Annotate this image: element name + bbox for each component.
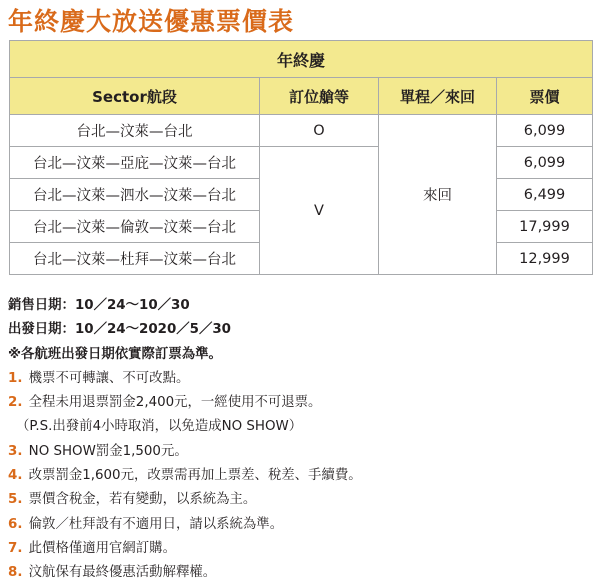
route-cell: 台北—汶萊—亞庇—汶萊—台北 [10, 147, 260, 179]
note-number: 7. [8, 540, 23, 556]
price-cell: 17,999 [497, 211, 593, 243]
note-text: 改票罰金1,600元，改票需再加上票差、稅差、手續費。 [28, 468, 362, 484]
price-cell: 6,099 [497, 115, 593, 147]
notes-section [8, 294, 593, 586]
note-text: NO SHOW罰金1,500元。 [28, 443, 188, 459]
booking-class-cell: O [260, 115, 379, 147]
note-ps: （P.S.出發前4小時取消，以免造成NO SHOW） [16, 419, 303, 435]
note-item [8, 391, 593, 415]
table-row [10, 115, 593, 147]
booking-class-cell: V [260, 147, 379, 275]
note-item [8, 440, 593, 464]
header-fare: 票價 [497, 78, 593, 115]
note-number: 1. [8, 370, 23, 386]
price-cell: 6,499 [497, 179, 593, 211]
note-item [8, 464, 593, 488]
note-text: 汶航保有最終優惠活動解釋權。 [28, 565, 217, 581]
route-cell: 台北—汶萊—倫敦—汶萊—台北 [10, 211, 260, 243]
note-number: 8. [8, 565, 23, 581]
note-number: 2. [8, 395, 23, 411]
table-caption-row [10, 41, 593, 78]
route-cell: 台北—汶萊—台北 [10, 115, 260, 147]
header-booking-class: 訂位艙等 [260, 78, 379, 115]
note-number: 3. [8, 443, 23, 459]
note-item [8, 513, 593, 537]
note-text: 倫敦／杜拜設有不適用日，請以系統為準。 [28, 516, 284, 532]
table-header-row [10, 78, 593, 115]
route-cell: 台北—汶萊—泗水—汶萊—台北 [10, 179, 260, 211]
note-item [8, 367, 593, 391]
table-caption: 年終慶 [10, 41, 593, 78]
disclaimer: ※各航班出發日期依實際訂票為準。 [8, 346, 222, 362]
note-number: 4. [8, 468, 23, 484]
note-item [8, 537, 593, 561]
page-title: 年終慶大放送優惠票價表 [8, 7, 295, 36]
trip-type-cell: 來回 [379, 115, 497, 275]
price-cell: 12,999 [497, 243, 593, 275]
header-trip-type: 單程／來回 [379, 78, 497, 115]
table-row [10, 147, 593, 179]
note-text: 票價含稅金，若有變動，以系統為主。 [28, 492, 257, 508]
note-text: 全程未用退票罰金2,400元，一經使用不可退票。 [28, 395, 322, 411]
note-item [8, 488, 593, 512]
price-cell: 6,099 [497, 147, 593, 179]
header-sector: Sector航段 [10, 78, 260, 115]
travel-period: 出發日期：10／24～2020／5／30 [8, 322, 232, 338]
note-text: 此價格僅適用官網訂購。 [28, 540, 176, 556]
route-cell: 台北—汶萊—杜拜—汶萊—台北 [10, 243, 260, 275]
fare-table [9, 40, 593, 275]
note-text: 機票不可轉讓、不可改點。 [28, 370, 190, 386]
note-number: 5. [8, 492, 23, 508]
note-number: 6. [8, 516, 23, 532]
sale-period: 銷售日期：10／24～10／30 [8, 298, 190, 313]
